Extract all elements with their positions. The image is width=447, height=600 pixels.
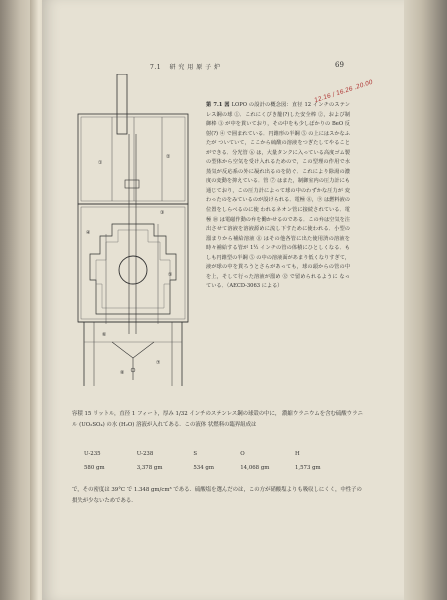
header-u235: U-235	[84, 451, 101, 457]
value-h: 1,573 gm	[294, 465, 321, 471]
page-number: 69	[335, 61, 344, 69]
reactor-diagram-svg	[72, 74, 204, 386]
right-page-edge	[404, 0, 447, 600]
value-u238: 3,378 gm	[136, 465, 163, 471]
left-page-edge	[0, 0, 34, 600]
header-o: O	[240, 451, 245, 457]
value-u235: 580 gm	[84, 465, 105, 471]
body-paragraph: 容積 15 リットル，直径 1 フィート，厚み 1/32 インチのステンレス鋼の球殻の中に， 濃縮ウラニウムを含む硫酸ウラニル (UO₂SO₄) の水 (H₂O) 溶液が入れてある．この液体 状燃料の臨界組成は	[72, 411, 363, 428]
composition-value-row	[84, 461, 334, 475]
upper-enclosure	[78, 114, 188, 204]
header-s: S	[193, 451, 198, 457]
section-title: 研 究 用 原 子 炉	[169, 64, 221, 71]
header-h: H	[294, 451, 300, 457]
reflector-inner-step	[96, 230, 173, 308]
stack-pipe	[117, 74, 127, 134]
callout-4: ④	[86, 230, 91, 236]
caption-title: 第 7.1 図	[206, 102, 230, 108]
callout-1: ①	[98, 160, 103, 166]
callout-5: ⑤	[168, 272, 173, 278]
callout-2: ②	[166, 154, 171, 160]
callout-7: ⑦	[156, 360, 161, 366]
callout-6: ⑥	[102, 332, 107, 338]
running-header	[150, 62, 227, 71]
handwritten-note: 12.16 / 16.26 .20.00	[313, 78, 374, 105]
caption-text: LOPO の設計の概念図：直径 12 インチのステンレス鋼の球 ①．これにくびき籠(?)した安全棒 ②，および制御棒 ③ が中を貫いており，その中をも少しばかりの BeO 反射(?) ④ で囲まれている．円錐形の半鋼 ⑤ の上にはスかなふたが ついていて，ここから硫酸の溶液をつぎたしてやることができる．分光管 ⑥ は，大量タンクに入っている高度ゴム製の型体から空気を受け入れるためので，この型理の作用で水蒸気が反応系の外に凝れ出るのを防ぐ．これにより除湯の濃度の変動を抑えている．管 ⑦ はまた，制御室内の圧力計にも通じており，この圧力計によって球の中のわずかな圧力が 変わったのをみているのが設けられる．電極 ⑧，⑨ は燃料液の位置をしらべるのに使 われるネオン管に接続されている．電極 ⑩ は電磁作動の弁を働かせるのである．この弁は空気を注出させて溶液を溶液源めに流し下すために使われる．小型の溜まりから補給溶液 ⑪ はその他各管に出た使用済の溶液を時々補給する管が 1½ インチの管の体積にひとしくなる．もしも円錐型の半鋼 ⑤ の中の溶液面があまり低くなりすぎて，液が球の中を貫ろうとさらがあっても，球の頭からの管の中を上，そして行った溶液が溜め ⑫ で留められるように なっている．（AECD-3063 による）	[206, 102, 350, 290]
callout-3: ③	[160, 210, 165, 216]
rod-drive	[125, 180, 139, 188]
section-number: 7.1	[150, 64, 162, 71]
core-sphere	[119, 256, 147, 284]
closing-paragraph: で，その密度は 39°C で 1.348 gm/cm³ である．硫酸塩を選んだのは，この方が硝酸塩よりも吸収しにくく，中性子の損失が少ないためである．	[72, 487, 362, 504]
drain-cone	[112, 342, 154, 358]
callout-8: ⑧	[120, 370, 125, 376]
value-o: 14,068 gm	[240, 465, 270, 471]
reactor-diagram	[72, 74, 204, 386]
header-u238: U-238	[136, 451, 154, 457]
middle-enclosure	[78, 204, 188, 322]
composition-header-row	[84, 447, 334, 461]
stepped-reflector	[90, 224, 176, 314]
value-s: 534 gm	[193, 465, 214, 471]
figure-caption	[206, 101, 350, 292]
composition-table	[84, 447, 334, 475]
